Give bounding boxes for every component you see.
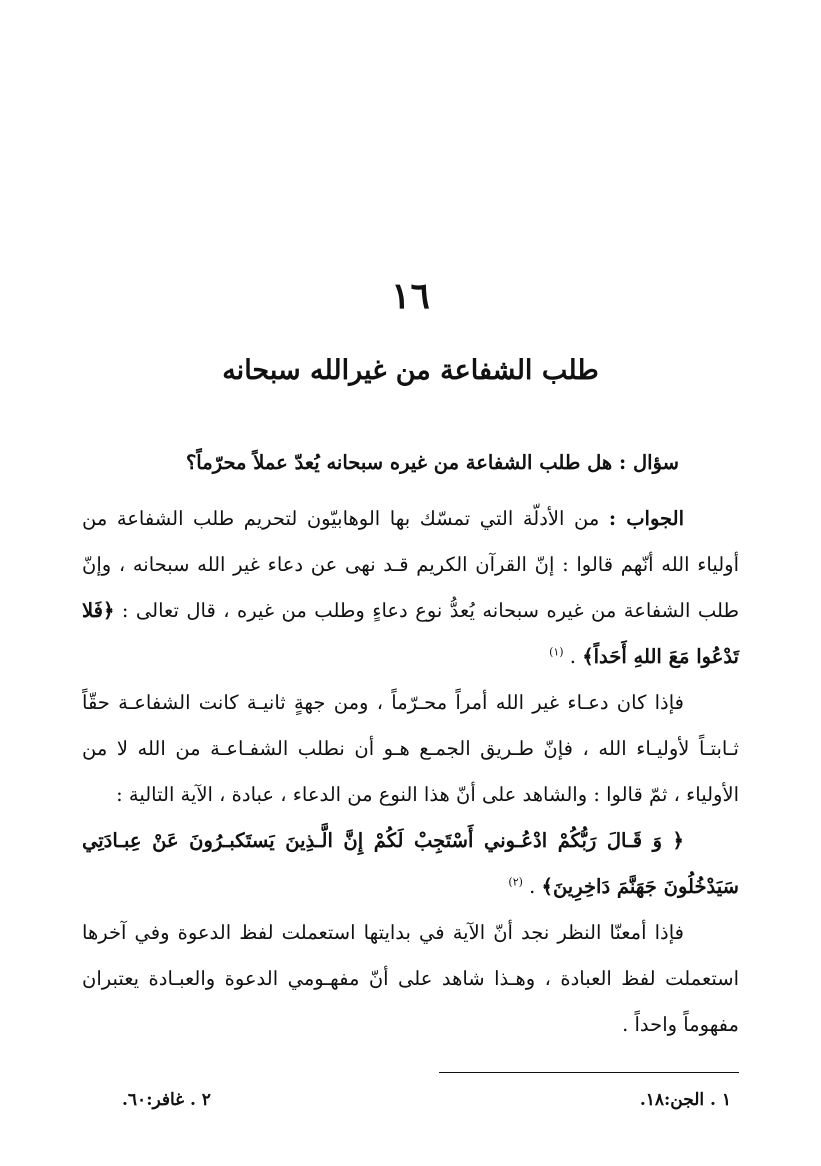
answer-label: الجواب : [608,507,684,530]
chapter-title: طلب الشفاعة من غيرالله سبحانه [222,355,599,386]
page-body [82,440,739,1048]
chapter-number: ١٦ [391,275,430,317]
quran-verse-1: ﴿فَلا تَدْعُوا مَعَ اللهِ أَحَداً﴾ [82,599,739,668]
footnotes [82,1090,739,1110]
quran-verse-2: ﴿ وَ قَـالَ رَبُّكُمْ ادْعُـوني أَسْتَجِبْ لَكُمْ إِنَّ الَّـذِينَ يَستَكبـرُونَ عَنْ عِبـادَتِي سَيَدْخُلُونَ جَهَنَّمَ دَاخِرِينَ﴾ [82,829,739,898]
footnote-ref-2: (٢) [508,875,523,889]
verse-2-punctuation: . [522,875,542,898]
answer-paragraph-1 [82,496,739,680]
footnote-divider [439,1072,739,1073]
answer-text-1: من الأدلّة التي تمسّك بها الوهابيّون لتحريم طلب الشفاعة من أولياء الله أنّهم قالوا : إنّ القرآن الكريم قـد نهى عن دعاء غير الله سبحانه ، وإنّ طلب الشفاعة من غيره سبحانه يُعدُّ نوع دعاءٍ وطلب من غيره ، قال تعالى : [82,507,739,622]
question-heading: سؤال : هل طلب الشفاعة من غيره سبحانه يُعدّ عملاً محرّماً؟ [185,451,679,474]
quran-verse-2-paragraph [82,818,739,910]
answer-paragraph-2: فإذا كان دعـاء غير الله أمراً محـرّماً ، ومن جهةٍ ثانيـة كانت الشفاعـة حقّاً ثـابتـاً لأوليـاء الله ، فإنّ طـريق الجمـع هـو أن نطلب الشفـاعـة من الله لا من الأولياء ، ثمّ قالوا : والشاهد على أنّ هذا النوع من الدعاء ، عبادة ، الآية التالية : [82,691,739,806]
footnote-1: ١ . الجن:١٨. [639,1090,731,1110]
verse-1-punctuation: . [563,645,583,668]
answer-paragraph-3: فإذا أمعنّا النظر نجد أنّ الآية في بدايتها استعملت لفظ الدعوة وفي آخرها استعملت لفظ العبادة ، وهـذا شاهد على أنّ مفهـومي الدعوة والعبـادة يعتبران مفهوماً واحداً . [82,921,739,1036]
footnote-2: ٢ . غافر:٦٠. [122,1090,211,1110]
footnote-ref-1: (١) [549,645,564,659]
